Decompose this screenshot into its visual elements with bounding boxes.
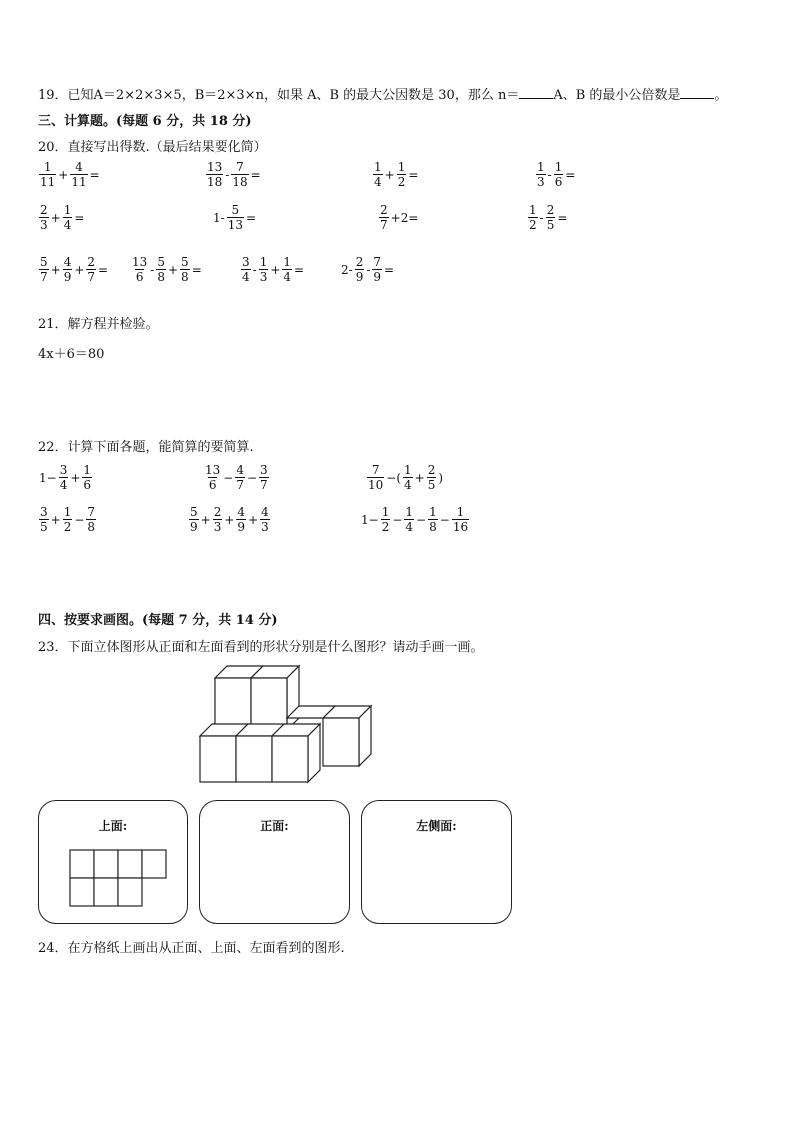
fraction [39, 505, 49, 534]
numerator: 7 [87, 505, 96, 519]
denominator: 4 [374, 175, 382, 189]
fraction [180, 255, 190, 284]
operator: = [384, 262, 395, 277]
operator: 1− [39, 470, 57, 485]
q22-expr-3 [366, 463, 444, 492]
q20-expr-11 [240, 255, 305, 284]
operator: − [223, 470, 234, 485]
numerator: 7 [371, 463, 380, 477]
denominator: 13 [227, 218, 243, 232]
denominator: 18 [207, 175, 223, 189]
numerator: 2 [427, 463, 436, 477]
fraction [367, 463, 384, 492]
numerator: 4 [63, 255, 72, 269]
fraction [282, 255, 292, 284]
denominator: 7 [40, 270, 48, 284]
numerator: 5 [181, 255, 189, 269]
denominator: 8 [429, 520, 437, 534]
fraction [260, 505, 270, 534]
fraction [372, 255, 382, 284]
numerator: 2 [213, 505, 222, 519]
operator: = [89, 167, 100, 182]
fraction [206, 160, 223, 189]
fraction [379, 203, 389, 232]
operator: − [246, 470, 258, 485]
operator: +2= [390, 210, 419, 225]
denominator: 9 [190, 520, 198, 534]
denominator: 3 [261, 520, 269, 534]
q20-expr-6 [212, 203, 257, 232]
question-21-title: 21．解方程并检验。 [38, 317, 159, 332]
denominator: 3 [213, 520, 222, 534]
numerator: 3 [260, 463, 268, 477]
fraction [131, 255, 148, 284]
denominator: 2 [63, 520, 72, 534]
denominator: 8 [181, 270, 189, 284]
fraction [213, 505, 223, 534]
fraction [39, 203, 49, 232]
fraction [528, 203, 538, 232]
fraction [536, 160, 546, 189]
q20-expr-9 [38, 255, 109, 284]
question-20-title: 20．直接写出得数.（最后结果要化简） [38, 140, 267, 155]
operator: - [252, 262, 257, 277]
operator: = [245, 210, 257, 225]
numerator: 4 [261, 505, 269, 519]
denominator: 11 [71, 175, 87, 189]
cube-solid-figure [195, 660, 380, 786]
fraction [189, 505, 199, 534]
answer-blank-n[interactable] [519, 87, 553, 99]
operator: + [248, 512, 259, 527]
numerator: 1 [83, 463, 92, 477]
numerator: 4 [236, 463, 244, 477]
numerator: 1 [397, 160, 406, 174]
numerator: 1 [283, 255, 292, 269]
numerator: 1 [374, 160, 382, 174]
numerator: 1 [456, 505, 465, 519]
denominator: 3 [537, 175, 545, 189]
denominator: 4 [242, 270, 250, 284]
numerator: 1 [259, 255, 268, 269]
fraction [452, 505, 469, 534]
q19-text-b: A、B 的最小公倍数是 [553, 88, 681, 103]
fraction [403, 463, 413, 492]
fraction [86, 505, 96, 534]
q22-expr-5 [188, 505, 271, 534]
q20-expr-7 [378, 203, 419, 232]
operator: + [50, 210, 61, 225]
numerator: 4 [237, 505, 246, 519]
denominator: 2 [397, 175, 406, 189]
operator: − [392, 512, 403, 527]
numerator: 2 [546, 203, 555, 217]
fraction [397, 160, 407, 189]
denominator: 3 [259, 270, 268, 284]
denominator: 7 [260, 478, 268, 492]
fraction [82, 463, 92, 492]
operator: = [408, 167, 419, 182]
operator: + [270, 262, 281, 277]
denominator: 9 [355, 270, 364, 284]
denominator: 8 [87, 520, 96, 534]
operator: - [225, 167, 230, 182]
denominator: 5 [546, 218, 555, 232]
operator: = [565, 167, 576, 182]
q20-expr-8 [527, 203, 568, 232]
operator: + [414, 470, 425, 485]
q19-text-c: 。 [714, 88, 728, 103]
operator: + [50, 512, 61, 527]
operator: 1- [213, 210, 225, 225]
numerator: 2 [380, 203, 388, 217]
operator: 2- [341, 262, 353, 277]
operator: 1− [361, 512, 379, 527]
q20-expr-10 [130, 255, 203, 284]
fraction [427, 463, 437, 492]
operator: = [557, 210, 568, 225]
numerator: 5 [190, 505, 198, 519]
fraction [231, 160, 248, 189]
q21-equation: 4x＋6＝80 [38, 347, 105, 362]
fraction [554, 160, 564, 189]
numerator: 3 [40, 505, 48, 519]
fraction [156, 255, 166, 284]
denominator: 6 [135, 270, 144, 284]
fraction [235, 463, 245, 492]
denominator: 6 [208, 478, 217, 492]
denominator: 4 [63, 218, 72, 232]
denominator: 11 [40, 175, 56, 189]
q20-expr-1 [38, 160, 101, 189]
operator: + [70, 470, 81, 485]
operator: = [294, 262, 305, 277]
numerator: 5 [231, 203, 240, 217]
denominator: 5 [40, 520, 48, 534]
q20-expr-4 [535, 160, 576, 189]
denominator: 4 [405, 520, 414, 534]
denominator: 6 [83, 478, 92, 492]
fraction [63, 505, 73, 534]
section-3-title: 三、计算题。(每题 6 分，共 18 分) [38, 114, 252, 129]
operator: + [384, 167, 395, 182]
numerator: 2 [355, 255, 364, 269]
fraction [404, 505, 414, 534]
q20-expr-3 [372, 160, 419, 189]
view-left-label: 左侧面: [416, 819, 457, 833]
denominator: 9 [237, 520, 246, 534]
denominator: 16 [452, 520, 469, 534]
operator: = [250, 167, 261, 182]
numerator: 3 [242, 255, 250, 269]
denominator: 7 [380, 218, 388, 232]
numerator: 1 [529, 203, 537, 217]
view-box-top [38, 800, 188, 924]
fraction [39, 255, 49, 284]
denominator: 7 [236, 478, 244, 492]
denominator: 4 [404, 478, 412, 492]
operator: = [74, 210, 85, 225]
fraction [63, 203, 73, 232]
numerator: 2 [87, 255, 96, 269]
q20-expr-5 [38, 203, 85, 232]
fraction [355, 255, 365, 284]
denominator: 18 [232, 175, 248, 189]
denominator: 2 [529, 218, 537, 232]
answer-blank-lcm[interactable] [680, 87, 714, 99]
denominator: 5 [427, 478, 436, 492]
numerator: 5 [157, 255, 165, 269]
operator: − [74, 512, 85, 527]
operator: + [167, 262, 179, 277]
fraction [546, 203, 556, 232]
question-19 [38, 84, 727, 103]
question-24-title: 24．在方格纸上画出从正面、上面、左面看到的图形. [38, 941, 345, 956]
operator: + [50, 262, 61, 277]
q22-expr-1 [38, 463, 93, 492]
operator: ) [438, 470, 444, 485]
fraction [59, 463, 69, 492]
numerator: 1 [43, 160, 52, 174]
q22-expr-4 [38, 505, 97, 534]
view-box-front[interactable] [199, 800, 350, 924]
section-4-title: 四、按要求画图。(每题 7 分，共 14 分) [38, 613, 278, 628]
top-view-grid [69, 849, 169, 909]
denominator: 4 [283, 270, 292, 284]
fraction [63, 255, 73, 284]
operator: - [150, 262, 155, 277]
numerator: 7 [236, 160, 244, 174]
question-23-title: 23．下面立体图形从正面和左面看到的形状分别是什么图形？请动手画一画。 [38, 640, 484, 655]
denominator: 2 [381, 520, 390, 534]
denominator: 3 [40, 218, 48, 232]
operator: = [191, 262, 202, 277]
operator: + [74, 262, 85, 277]
numerator: 1 [63, 203, 72, 217]
view-front-label: 正面: [260, 819, 289, 833]
fraction [428, 505, 438, 534]
numerator: 2 [40, 203, 48, 217]
q20-expr-2 [205, 160, 262, 189]
operator: - [539, 210, 544, 225]
view-box-left[interactable] [361, 800, 512, 924]
denominator: 7 [87, 270, 96, 284]
numerator: 1 [405, 505, 414, 519]
fraction [204, 463, 221, 492]
fraction [39, 160, 56, 189]
fraction [259, 463, 269, 492]
q22-expr-2 [203, 463, 270, 492]
q22-expr-6 [360, 505, 470, 534]
numerator: 1 [381, 505, 390, 519]
denominator: 10 [368, 478, 384, 492]
numerator: 13 [207, 160, 223, 174]
operator: = [98, 262, 109, 277]
numerator: 7 [373, 255, 382, 269]
denominator: 6 [554, 175, 563, 189]
denominator: 8 [157, 270, 165, 284]
operator: − [416, 512, 427, 527]
numerator: 1 [554, 160, 563, 174]
operator: + [200, 512, 211, 527]
operator: + [224, 512, 235, 527]
denominator: 4 [59, 478, 68, 492]
numerator: 3 [59, 463, 68, 477]
numerator: 13 [132, 255, 148, 269]
fraction [373, 160, 383, 189]
operator: - [366, 262, 371, 277]
fraction [381, 505, 391, 534]
view-top-label: 上面: [98, 819, 128, 833]
fraction [70, 160, 87, 189]
numerator: 5 [40, 255, 48, 269]
fraction [241, 255, 251, 284]
q19-text-a: 19．已知A＝2×2×3×5，B＝2×3×n，如果 A、B 的最大公因数是 30，那么 n＝ [38, 88, 520, 103]
denominator: 9 [63, 270, 72, 284]
numerator: 1 [429, 505, 437, 519]
operator: − [439, 512, 450, 527]
numerator: 4 [75, 160, 83, 174]
operator: - [547, 167, 552, 182]
operator: −( [386, 470, 402, 485]
question-22-title: 22．计算下面各题，能简算的要简算. [38, 440, 254, 455]
operator: + [58, 167, 69, 182]
fraction [86, 255, 96, 284]
numerator: 1 [404, 463, 412, 477]
fraction [227, 203, 244, 232]
denominator: 9 [373, 270, 382, 284]
q20-expr-12 [340, 255, 395, 284]
numerator: 13 [205, 463, 221, 477]
numerator: 1 [63, 505, 72, 519]
numerator: 1 [537, 160, 545, 174]
fraction [259, 255, 269, 284]
fraction [236, 505, 246, 534]
